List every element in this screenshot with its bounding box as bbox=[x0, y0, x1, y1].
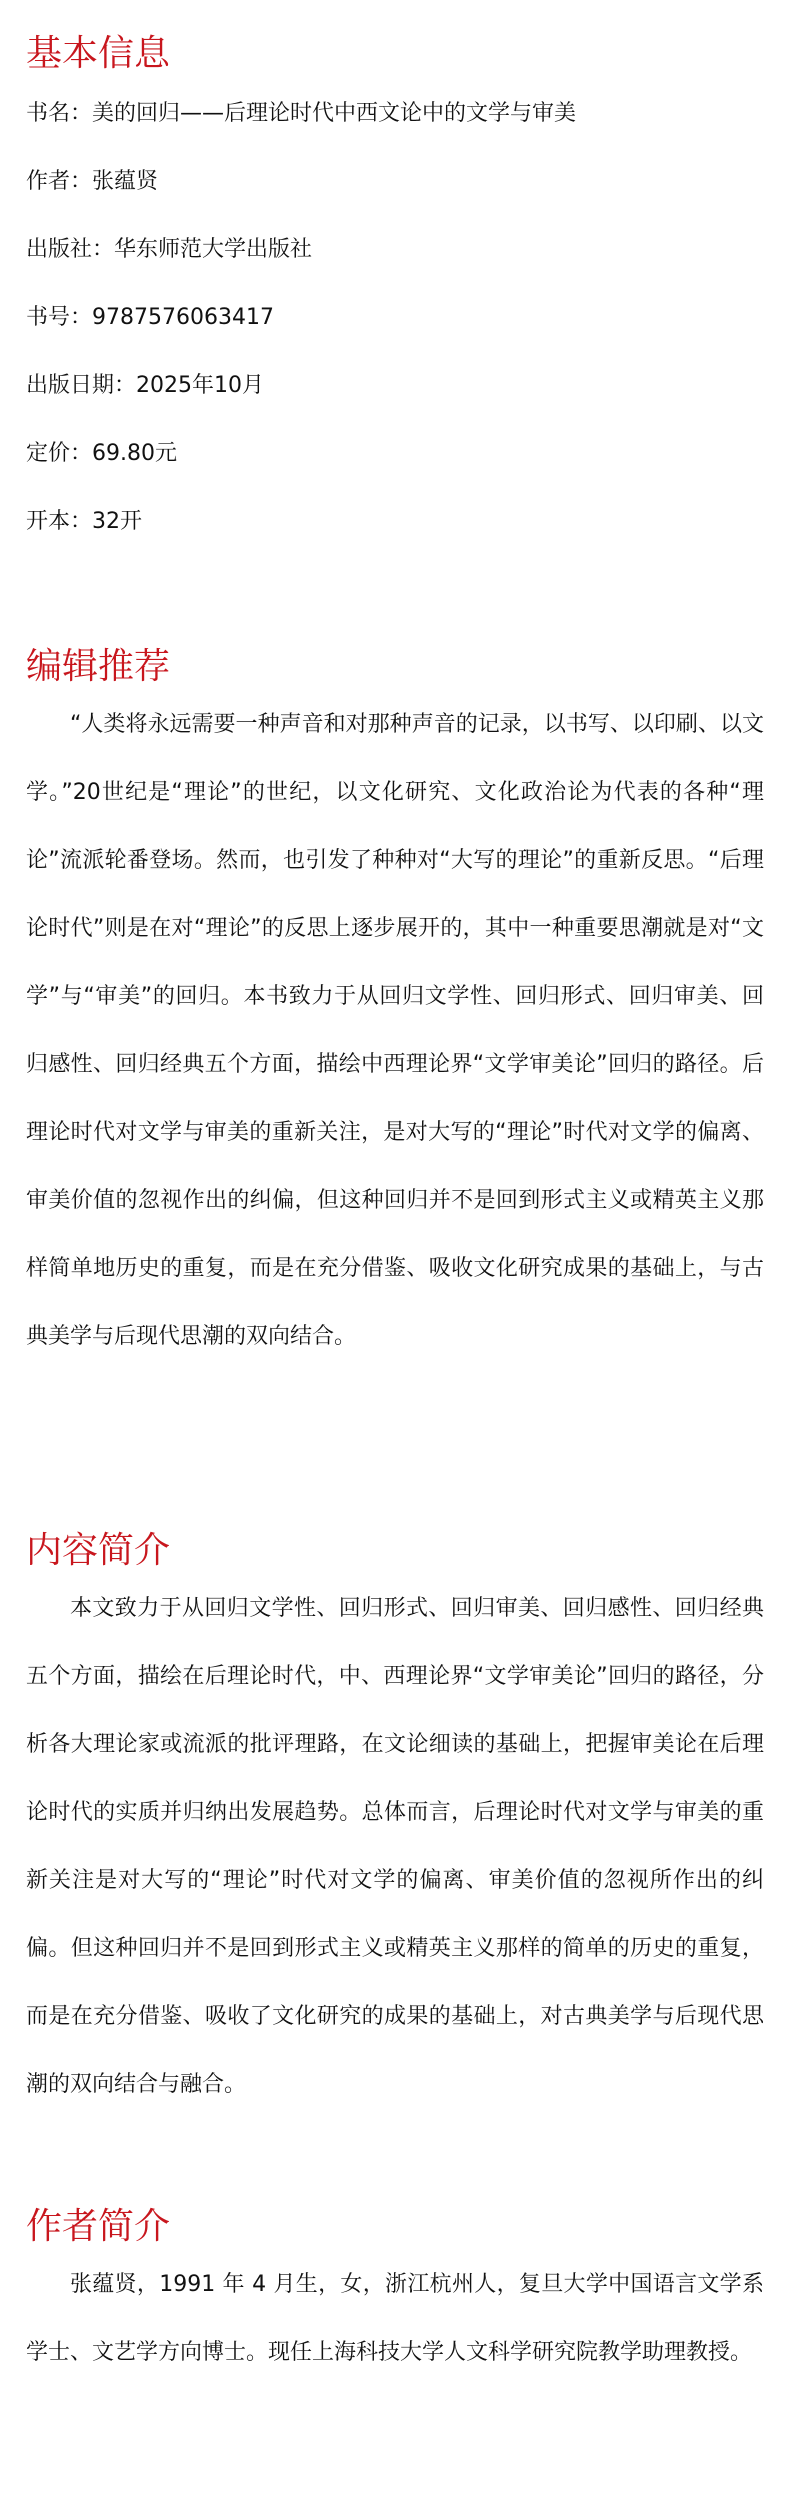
format-line: 开本：32开 bbox=[26, 509, 142, 534]
author-intro-text: 张蕴贤，1991 年 4 月生，女，浙江杭州人，复旦大学中国语言文学系学士、文艺学方向博士。现任上海科技大学人文科学研究院教学助理教授。 bbox=[26, 2272, 764, 2365]
author-intro-section bbox=[26, 2203, 764, 2387]
basic-info-heading: 基本信息 bbox=[26, 33, 171, 74]
editor-recommendation-section bbox=[26, 643, 764, 1371]
editor-recommendation-heading: 编辑推荐 bbox=[26, 646, 171, 687]
price-line: 定价：69.80元 bbox=[26, 441, 177, 466]
author-intro-heading: 作者简介 bbox=[26, 2206, 171, 2247]
book-title-line: 书名：美的回归——后理论时代中西文论中的文学与审美 bbox=[26, 101, 577, 126]
basic-info-section bbox=[26, 30, 764, 576]
editor-recommendation-text: “人类将永远需要一种声音和对那种声音的记录，以书写、以印刷、以文学。”20世纪是“理论”的世纪，以文化研究、文化政治论为代表的各种“理论”流派轮番登场。然而，也引发了种种对“大写的理论”的重新反思。“后理论时代”则是在对“理论”的反思上逐步展开的，其中一种重要思潮就是对“文学”与“审美”的回归。本书致力于从回归文学性、回归形式、回归审美、回归感性、回归经典五个方面，描绘中西理论界“文学审美论”回归的路径。后理论时代对文学与审美的重新关注，是对大写的“理论”时代对文学的偏离、审美价值的忽视作出的纠偏，但这种回归并不是回到形式主义或精英主义那样简单地历史的重复，而是在充分借鉴、吸收文化研究成果的基础上，与古典美学与后现代思潮的双向结合。 bbox=[26, 712, 764, 1349]
content-summary-section bbox=[26, 1527, 764, 2119]
content-summary-text: 本文致力于从回归文学性、回归形式、回归审美、回归感性、回归经典五个方面，描绘在后理论时代，中、西理论界“文学审美论”回归的路径，分析各大理论家或流派的批评理路，在文论细读的基础上，把握审美论在后理论时代的实质并归纳出发展趋势。总体而言，后理论时代对文学与审美的重新关注是对大写的“理论”时代对文学的偏离、审美价值的忽视所作出的纠偏。但这种回归并不是回到形式主义或精英主义那样的简单的历史的重复，而是在充分借鉴、吸收了文化研究的成果的基础上，对古典美学与后现代思潮的双向结合与融合。 bbox=[26, 1596, 764, 2097]
publisher-line: 出版社：华东师范大学出版社 bbox=[26, 237, 313, 262]
isbn-line: 书号：9787576063417 bbox=[26, 305, 274, 330]
basic-info-list bbox=[26, 100, 764, 576]
author-line: 作者：张蕴贤 bbox=[26, 169, 159, 194]
publish-date-line: 出版日期：2025年10月 bbox=[26, 373, 264, 398]
content-summary-heading: 内容简介 bbox=[26, 1530, 171, 1571]
